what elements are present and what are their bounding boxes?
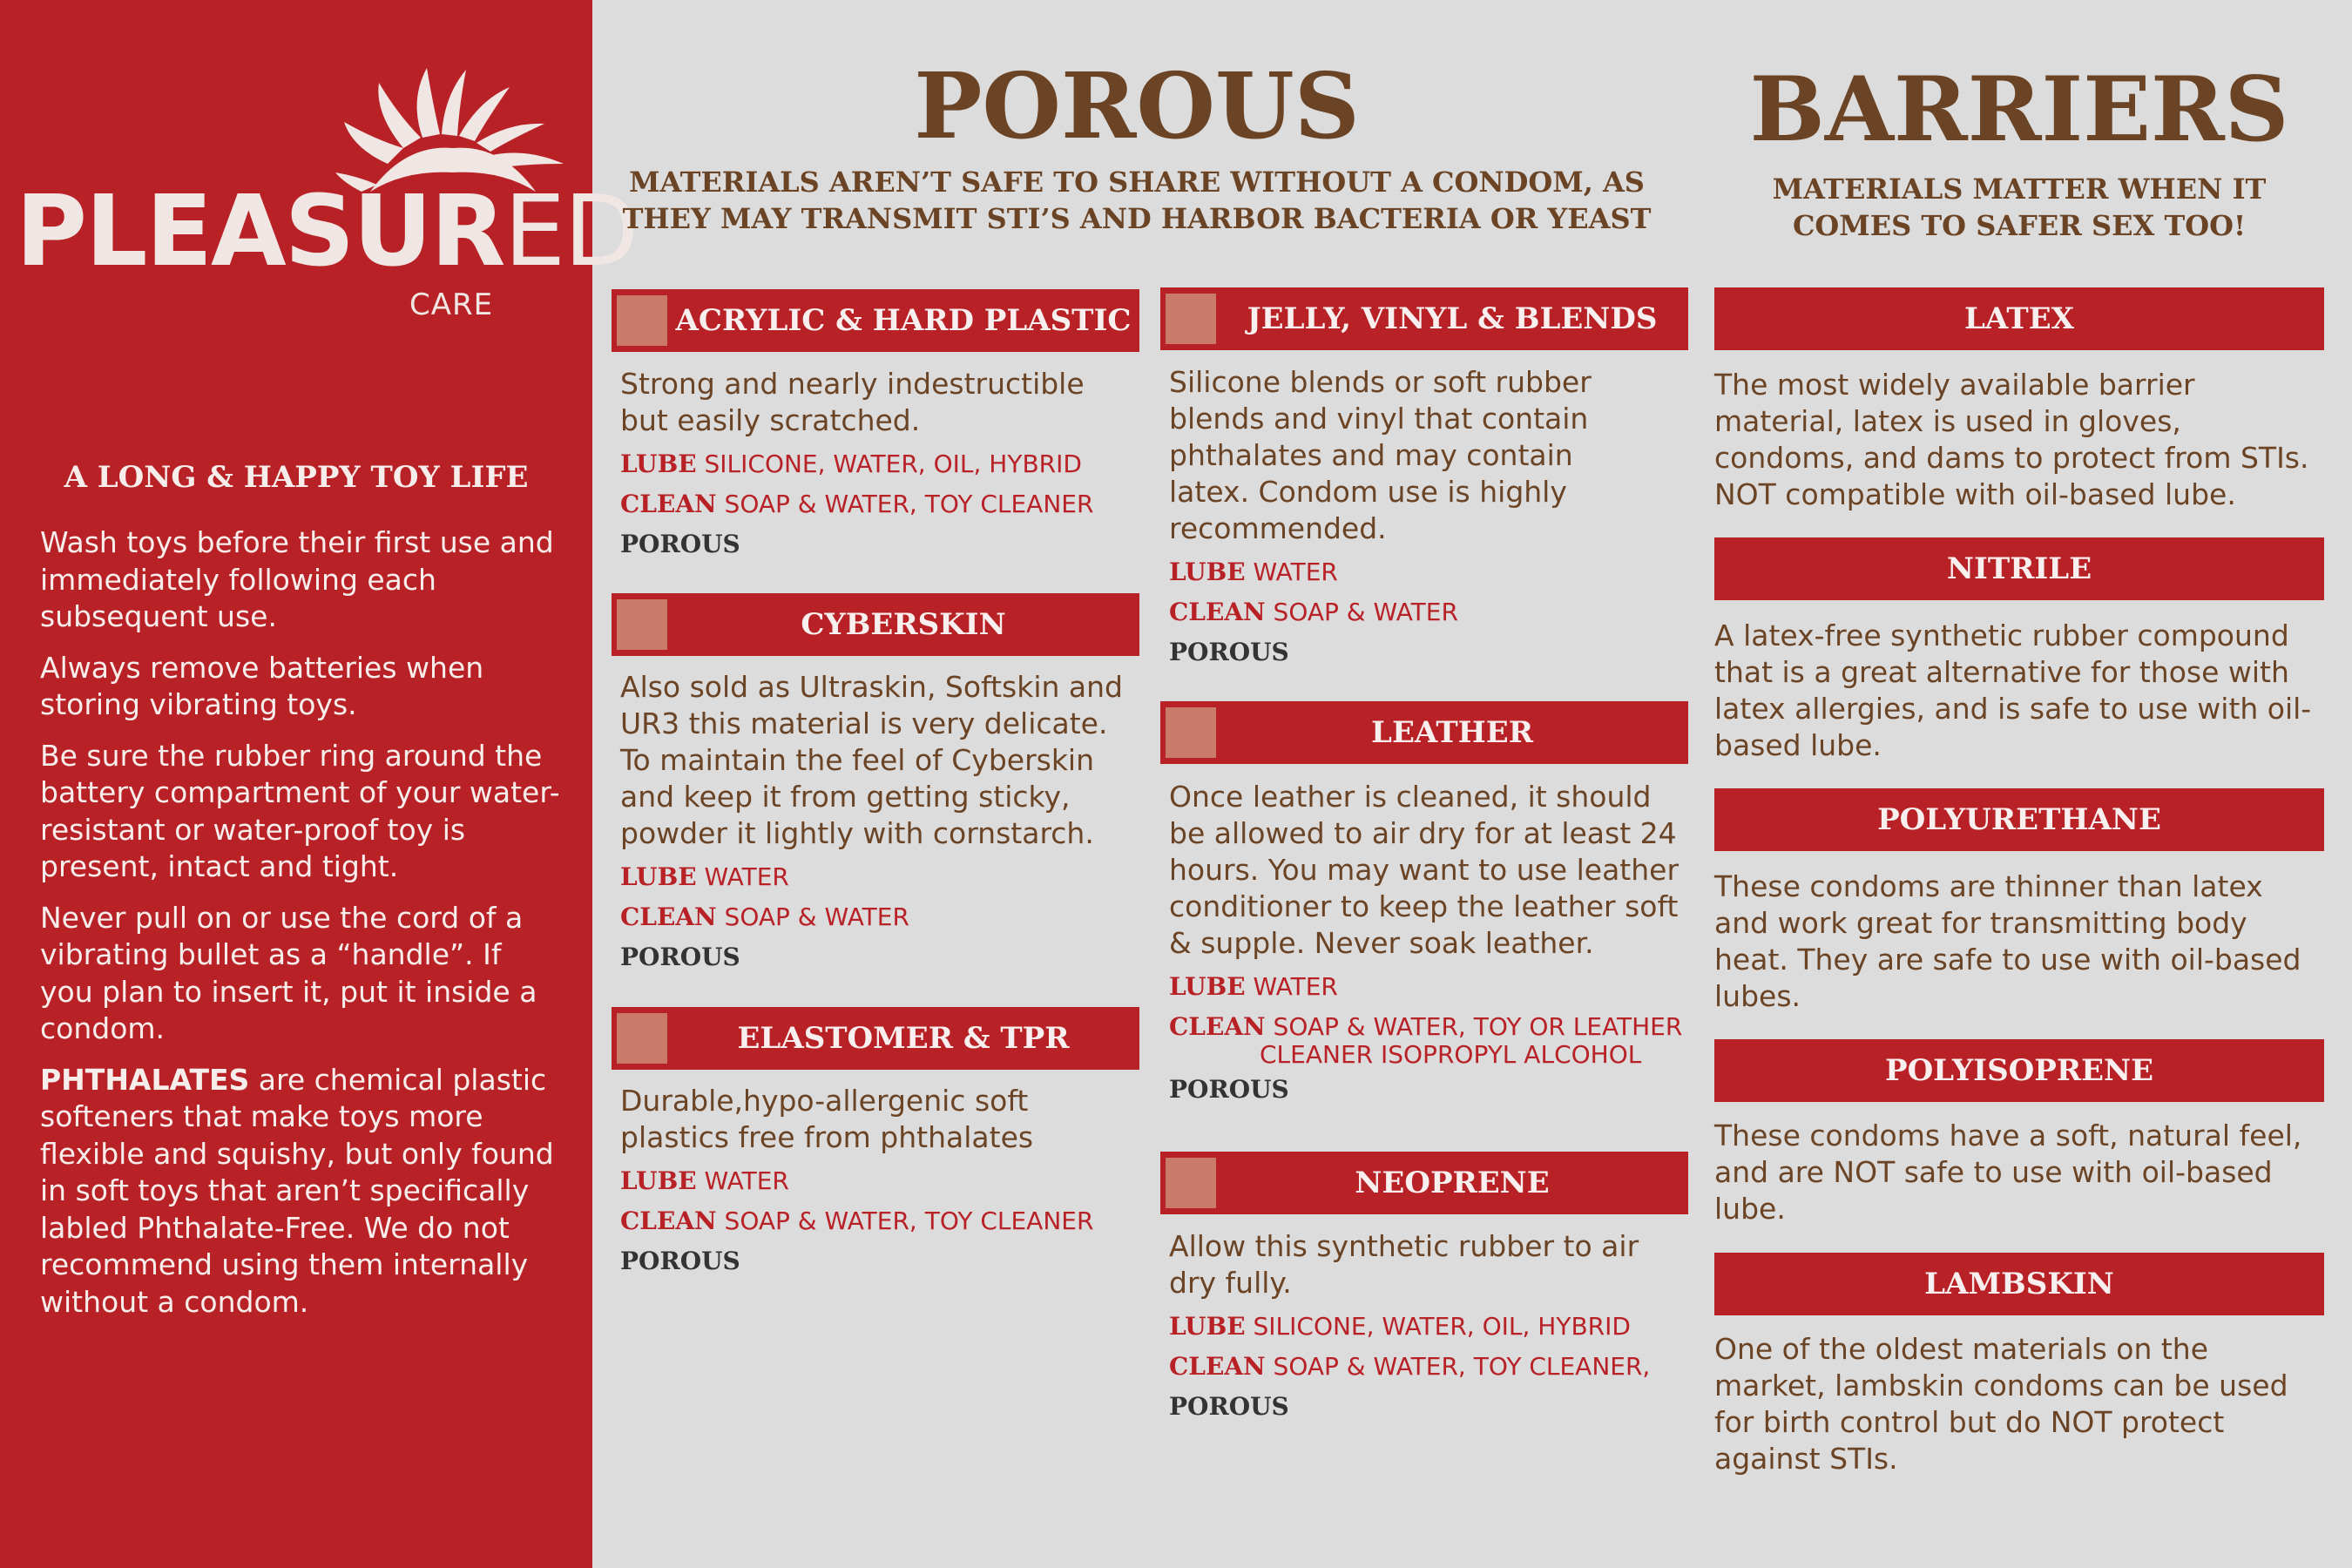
barrier-header-polyurethane [1714,788,2324,851]
barrier-name: POLYISOPRENE [1885,1053,2153,1088]
material-entry-neoprene [1169,1228,1657,1427]
material-header-elastomer [612,1007,1139,1070]
barrier-header-polyisoprene [1714,1039,2324,1102]
material-header-cyberskin [612,593,1139,656]
clean-line [620,897,1143,937]
porous-label: POROUS [1169,1075,1289,1104]
sidebar-paragraph: Always remove batteries when storing vibrating toys. [40,650,484,721]
clean-label: CLEAN [620,1206,717,1235]
porous-label: POROUS [1169,1392,1289,1421]
material-swatch [1166,707,1216,758]
porous-subtitle-line-2: THEY MAY TRANSMIT STI’S AND HARBOR BACTERIA OR YEAST [622,202,1652,235]
lube-value: WATER [1253,972,1338,1001]
material-swatch [617,295,667,346]
clean-line [620,1201,1108,1241]
barrier-name: POLYURETHANE [1877,802,2161,837]
material-entry-acrylic [620,366,1134,564]
barriers-subtitle-line-1: MATERIALS MATTER WHEN IT [1772,172,2267,206]
material-swatch [1166,1158,1216,1208]
porous-subtitle-line-1: MATERIALS AREN’T SAFE TO SHARE WITHOUT A CONDOM, AS [629,166,1645,199]
lube-line [620,857,1143,897]
barrier-desc-nitrile: A latex-free synthetic rubber compound that is a great alternative for those with latex allergies, and is safe to use with oil-based lube. [1714,618,2312,762]
barrier-header-lambskin [1714,1253,2324,1315]
sidebar [0,0,638,1568]
material-desc: Also sold as Ultraskin, Softskin and UR3 this material is very delicate. To maintain the feel of Cyberskin and keep it from getting sticky, powder it lightly with cornstarch. [620,670,1124,850]
clean-value: SOAP & WATER [1273,598,1458,626]
brand-logo [16,175,638,288]
clean-label: CLEAN [1169,1352,1266,1381]
clean-line [620,484,1134,524]
clean-value: SOAP & WATER [724,902,909,931]
material-header-leather [1160,701,1688,764]
barrier-header-latex [1714,287,2324,350]
barrier-header-nitrile [1714,537,2324,600]
material-header-jelly [1160,287,1688,350]
material-desc: Allow this synthetic rubber to air dry fully. [1169,1229,1639,1300]
barrier-name: NITRILE [1946,551,2092,586]
lube-label: LUBE [1169,1312,1246,1341]
porous-label: POROUS [1169,638,1289,666]
lube-value: WATER [704,862,789,891]
material-name: LEATHER [1371,715,1533,750]
clean-label: CLEAN [620,490,717,518]
barrier-name: LATEX [1963,301,2075,336]
clean-line [1169,592,1622,632]
barrier-desc-latex: The most widely available barrier material, latex is used in gloves, condoms, and dams to protect from STIs. NOT compatible with oil-based lube. [1714,368,2309,511]
lube-value: WATER [704,1166,789,1195]
barrier-desc-polyurethane: These condoms are thinner than latex and work great for transmitting body heat. They are safe to use with oil-based lubes. [1714,869,2301,1013]
clean-line [1169,1347,1657,1387]
sidebar-heading: A LONG & HAPPY TOY LIFE [64,460,529,495]
brand-sub: CARE [409,287,494,322]
lube-value: WATER [1253,558,1338,586]
lube-line [1169,967,1692,1007]
clean-label: CLEAN [620,902,717,931]
brand-name-thin: ED [504,175,638,288]
lube-line [1169,1307,1657,1347]
clean-label: CLEAN [1169,598,1266,626]
barrier-name: LAMBSKIN [1924,1267,2114,1301]
clean-value: SOAP & WATER, TOY CLEANER [724,490,1094,518]
sidebar-phthalates-paragraph [40,1062,563,1321]
material-desc: Durable,hypo-allergenic soft plastics free from phthalates [620,1084,1034,1154]
material-entry-leather [1169,779,1692,1110]
material-name: NEOPRENE [1355,1166,1550,1200]
barriers-title: BARRIERS [1749,57,2289,162]
porous-title: POROUS [914,52,1360,159]
lube-label: LUBE [620,862,697,891]
material-name: JELLY, VINYL & BLENDS [1247,301,1658,336]
lube-value: SILICONE, WATER, OIL, HYBRID [704,449,1082,478]
porous-label: POROUS [620,530,740,558]
sidebar-text [40,524,563,1335]
lube-label: LUBE [1169,558,1246,586]
lube-line [620,1161,1108,1201]
material-desc: Strong and nearly indestructible but easily scratched. [620,367,1085,437]
lube-line [620,444,1134,484]
clean-label: CLEAN [1169,1012,1266,1041]
barriers-subtitle-line-2: COMES TO SAFER SEX TOO! [1792,209,2247,242]
clean-value: SOAP & WATER, TOY CLEANER, [1273,1352,1651,1381]
material-name: ELASTOMER & TPR [737,1021,1070,1056]
material-entry-jelly [1169,364,1622,672]
material-name: ACRYLIC & HARD PLASTIC [675,303,1132,338]
sidebar-paragraph: Be sure the rubber ring around the battery compartment of your water-resistant or water-proof toy is present, intact and tight. [40,738,560,883]
barrier-desc-polyisoprene: These condoms have a soft, natural feel, and are NOT safe to use with oil-based lube. [1714,1119,2302,1226]
clean-value: SOAP & WATER, TOY OR LEATHER [1273,1012,1683,1041]
barrier-desc-lambskin: One of the oldest materials on the market, lambskin condoms can be used for birth control but do NOT protect against STIs. [1714,1332,2288,1476]
material-header-acrylic [612,289,1139,352]
material-desc: Silicone blends or soft rubber blends and vinyl that contain phthalates and may contain latex. Condom use is highly recommended. [1169,365,1592,545]
material-name: CYBERSKIN [801,607,1006,642]
porous-label: POROUS [620,943,740,971]
material-entry-elastomer [620,1083,1108,1281]
porous-label: POROUS [620,1247,740,1275]
clean-value: SOAP & WATER, TOY CLEANER [724,1206,1094,1235]
lube-label: LUBE [620,449,697,478]
clean-value-continued: CLEANER ISOPROPYL ALCOHOL [1260,1040,1642,1069]
phthalates-text: are chemical plastic softeners that make toys more flexible and squishy, but only found in soft toys that aren’t specifically labled Phthalate-Free. We do not recommend using them internally without a condom. [40,1062,554,1319]
sidebar-paragraph: Never pull on or use the cord of a vibrating bullet as a “handle”. If you plan to insert it, put it inside a condom. [40,900,537,1045]
material-swatch [617,1013,667,1064]
material-swatch [1166,294,1216,344]
material-desc: Once leather is cleaned, it should be allowed to air dry for at least 24 hours. You may want to use leather conditioner to keep the leather soft & supple. Never soak leather. [1169,780,1680,960]
material-entry-cyberskin [620,669,1143,977]
material-swatch [617,599,667,650]
sidebar-paragraph: Wash toys before their first use and immediately following each subsequent use. [40,525,554,633]
phthalates-term: PHTHALATES [40,1062,250,1097]
material-header-neoprene [1160,1152,1688,1214]
brand-name-bold: PLEASUR [16,175,504,288]
lube-label: LUBE [1169,972,1246,1001]
lube-value: SILICONE, WATER, OIL, HYBRID [1253,1312,1631,1341]
clean-line [1169,1007,1692,1070]
lube-line [1169,552,1622,592]
lube-label: LUBE [620,1166,697,1195]
